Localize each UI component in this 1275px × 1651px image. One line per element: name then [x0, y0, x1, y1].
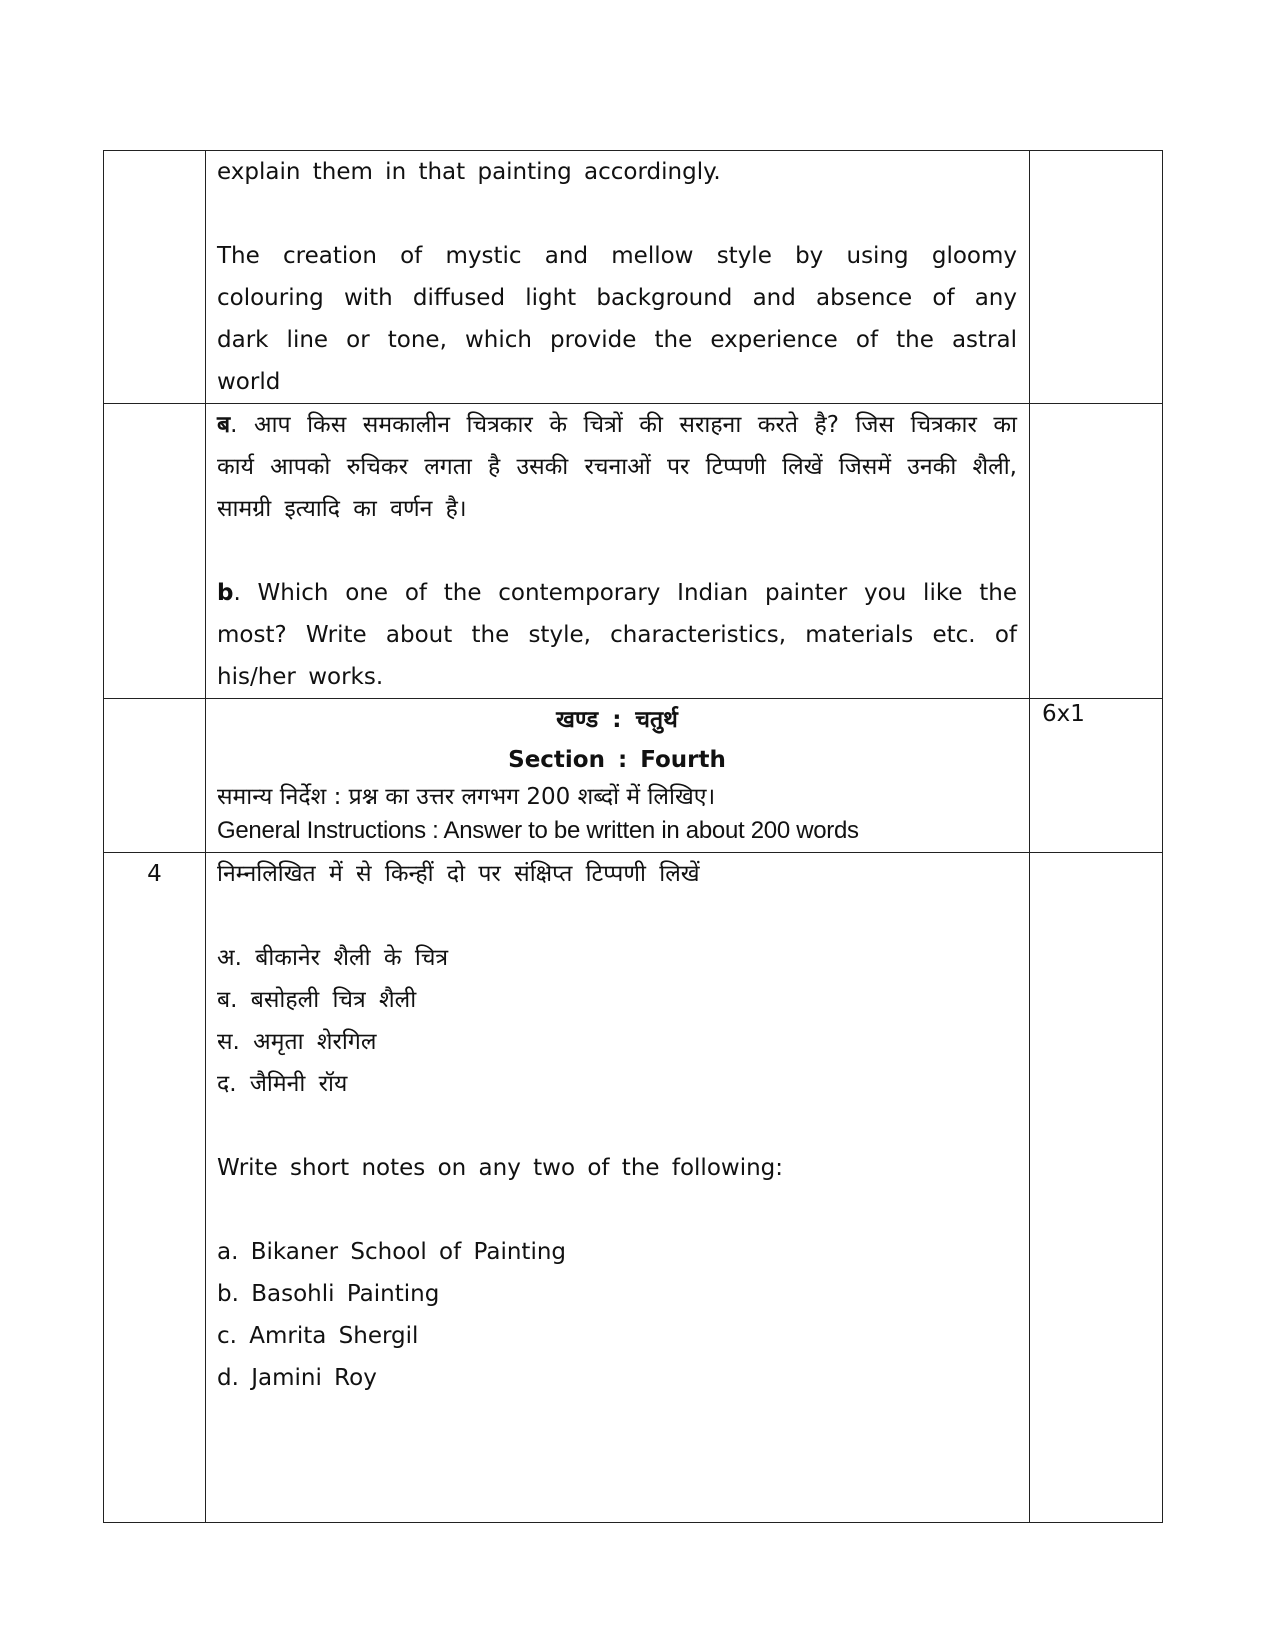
question-table — [103, 150, 1163, 1523]
marks-cell — [1030, 404, 1163, 699]
question-number-cell — [104, 151, 206, 404]
section-title-english: Section : Fourth — [508, 747, 726, 773]
question-number-cell — [104, 699, 206, 853]
question-content-cell — [206, 853, 1030, 1523]
answer-continuation-text: explain them in that painting accordingly. — [217, 159, 721, 185]
english-option: c. Amrita Shergil — [217, 1323, 419, 1349]
table-row — [104, 404, 1163, 699]
answer-text: The creation of mystic and mellow style by using gloomy colouring with diffused light background and absence of any dark line or tone, which provide the experience of the astral world — [217, 243, 1017, 395]
question-number-cell — [104, 404, 206, 699]
general-instructions-hindi: समान्य निर्देश : प्रश्न का उत्तर लगभग 200 शब्दों में लिखिए। — [217, 784, 716, 810]
table-row — [104, 151, 1163, 404]
hindi-option: स. अमृता शेरगिल — [217, 1029, 377, 1055]
english-option: b. Basohli Painting — [217, 1281, 440, 1307]
hindi-question-body: . आप किस समकालीन चित्रकार के चित्रों की सराहना करते है? जिस चित्रकार का कार्य आपको रुचिकर लगता है उसकी रचनाओं पर टिप्पणी लिखें जिसमें उनकी शैली, सामग्री इत्यादि का वर्णन है। — [217, 412, 1017, 522]
marks-cell — [1030, 853, 1163, 1523]
hindi-option: ब. बसोहली चित्र शैली — [217, 987, 417, 1013]
english-question-text — [217, 572, 1017, 698]
english-option: d. Jamini Roy — [217, 1365, 377, 1391]
english-prompt: Write short notes on any two of the following: — [217, 1155, 784, 1181]
general-instructions-english: General Instructions : Answer to be written in about 200 words — [217, 817, 859, 844]
section-title-hindi: खण्ड : चतुर्थ — [556, 707, 678, 733]
section-header-cell — [206, 699, 1030, 853]
question-content-cell — [206, 151, 1030, 404]
table-row — [104, 699, 1163, 853]
english-option: a. Bikaner School of Painting — [217, 1239, 567, 1265]
hindi-question-label: ब — [217, 412, 231, 438]
marks-cell: 6x1 — [1030, 699, 1163, 853]
hindi-prompt: निम्नलिखित में से किन्हीं दो पर संक्षिप्त टिप्पणी लिखें — [217, 861, 700, 887]
question-content-cell — [206, 404, 1030, 699]
question-number-cell: 4 — [104, 853, 206, 1523]
marks-cell — [1030, 151, 1163, 404]
hindi-option: अ. बीकानेर शैली के चित्र — [217, 945, 449, 971]
hindi-question-text — [217, 404, 1017, 530]
hindi-option: द. जैमिनी रॉय — [217, 1071, 348, 1097]
english-question-label: b — [217, 580, 234, 606]
english-question-body: . Which one of the contemporary Indian painter you like the most? Write about the style, characteristics, materials etc. of his/her works. — [217, 580, 1017, 690]
table-row — [104, 853, 1163, 1523]
